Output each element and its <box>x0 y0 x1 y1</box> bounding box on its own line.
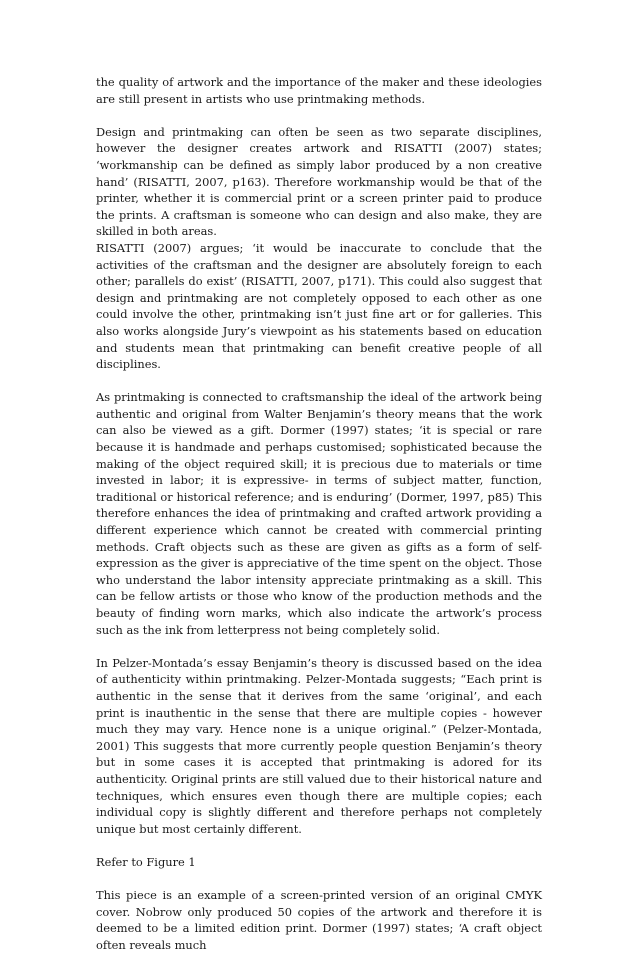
paragraph-4: As printmaking is connected to craftsmanship the ideal of the artwork being authentic and original from Walter Benjamin’s theory means that the work can also be viewed as a gift. Dormer (1997) states; ‘it is special or rare because it is handmade and perhaps customised; sophisticated because the making of the object required skill; it is precious due to materials or time invested in labor; it is expressive- in terms of subject matter, function, traditional or historical reference; and is enduring’ (Dormer, 1997, p85) This therefore enhances the idea of printmaking and crafted artwork providing a different experience which cannot be created with commercial printing methods. Craft objects such as these are given as gifts as a form of self-expression as the giver is appreciative of the time spent on the object. Those who understand the labor intensity appreciate printmaking as a skill. This can be fellow artists or those who know of the production methods and the beauty of finding worn marks, which also indicate the artwork’s process such as the ink from letterpress not being completely solid. <box>96 390 542 637</box>
document-page <box>96 74 542 970</box>
paragraph-1: the quality of artwork and the importance of the maker and these ideologies are still present in artists who use printmaking methods. <box>96 75 542 106</box>
paragraph-6: This piece is an example of a screen-printed version of an original CMYK cover. Nobrow only produced 50 copies of the artwork and therefore it is deemed to be a limited edition print. Dormer (1997) states; ‘A craft object often reveals much <box>96 888 542 952</box>
paragraph-3: RISATTI (2007) argues; ‘it would be inaccurate to conclude that the activities of the craftsman and the designer are absolutely foreign to each other; parallels do exist’ (RISATTI, 2007, p171). This could also suggest that design and printmaking are not completely opposed to each other as one could involve the other, printmaking isn’t just fine art or for galleries. This also works alongside Jury’s viewpoint as his statements based on education and students mean that printmaking can benefit creative people of all disciplines. <box>96 240 542 372</box>
paragraph-5: In Pelzer-Montada’s essay Benjamin’s theory is discussed based on the idea of authenticity within printmaking. Pelzer-Montada suggests; “Each print is authentic in the sense that it derives from the same ‘original’, and each print is inauthentic in the sense that there are multiple copies - however much they may vary. Hence none is a unique original.” (Pelzer-Montada, 2001) This suggests that more currently people question Benjamin’s theory but in some cases it is accepted that printmaking is adored for its authenticity. Original prints are still valued due to their historical nature and techniques, which ensures even though there are multiple copies; each individual copy is slightly different and therefore perhaps not completely unique but most certainly different. <box>96 655 542 836</box>
figure-reference: Refer to Figure 1 <box>96 854 196 869</box>
paragraph-2: Design and printmaking can often be seen as two separate disciplines, however the designer creates artwork and RISATTI (2007) states; ‘workmanship can be defined as simply labor produced by a non creative hand’ (RISATTI, 2007, p163). Therefore workmanship would be that of the printer, whether it is commercial print or a screen printer paid to produce the prints. A craftsman is someone who can design and also make, they are skilled in both areas. <box>96 124 542 239</box>
